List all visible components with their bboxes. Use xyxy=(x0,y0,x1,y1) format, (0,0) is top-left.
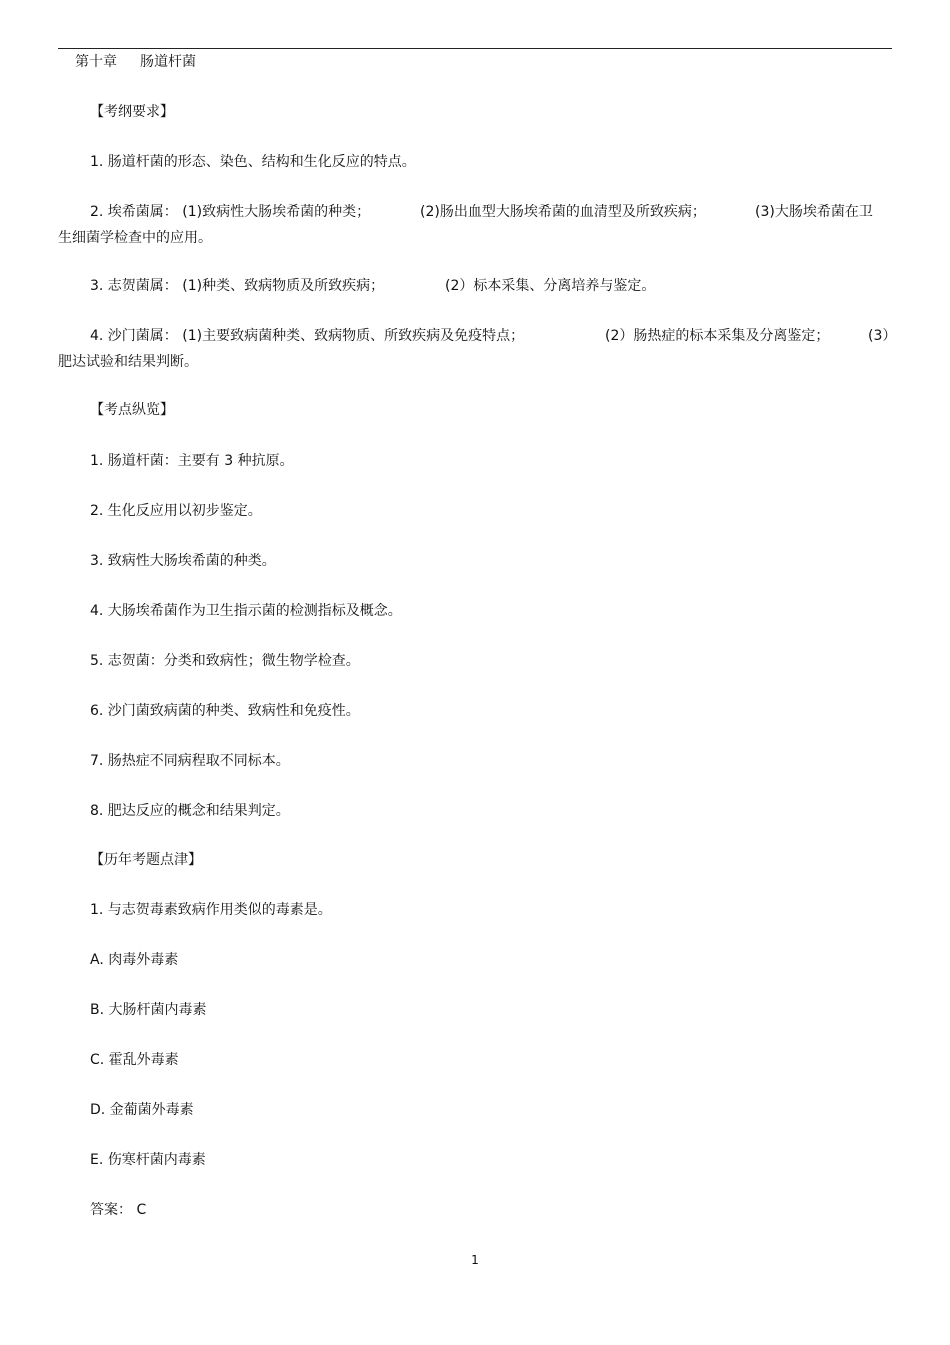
overview-heading: 【考点纵览】 xyxy=(90,402,174,418)
overview-item-4: 4. 大肠埃希菌作为卫生指示菌的检测指标及概念。 xyxy=(90,603,402,619)
requirement-item-2-part-a: 2. 埃希菌属： (1)致病性大肠埃希菌的种类； xyxy=(90,204,371,220)
overview-item-3: 3. 致病性大肠埃希菌的种类。 xyxy=(90,553,276,569)
requirement-item-1: 1. 肠道杆菌的形态、染色、结构和生化反应的特点。 xyxy=(90,154,416,170)
requirement-item-4-part-a: 4. 沙门菌属： (1)主要致病菌种类、致病物质、所致疾病及免疫特点； xyxy=(90,328,525,344)
overview-item-8: 8. 肥达反应的概念和结果判定。 xyxy=(90,803,290,819)
overview-item-6: 6. 沙门菌致病菌的种类、致病性和免疫性。 xyxy=(90,703,360,719)
header-rule xyxy=(58,48,892,49)
requirement-item-4-line-2: 肥达试验和结果判断。 xyxy=(58,354,198,370)
answer: 答案： C xyxy=(90,1202,147,1218)
overview-item-5: 5. 志贺菌：分类和致病性；微生物学检查。 xyxy=(90,653,360,669)
requirement-item-2-part-b: (2)肠出血型大肠埃希菌的血清型及所致疾病； xyxy=(420,204,706,220)
overview-item-2: 2. 生化反应用以初步鉴定。 xyxy=(90,503,262,519)
option-d: D. 金葡菌外毒素 xyxy=(90,1102,194,1118)
overview-item-1: 1. 肠道杆菌：主要有 3 种抗原。 xyxy=(90,453,294,469)
chapter-title: 肠道杆菌 xyxy=(140,54,196,70)
chapter-number: 第十章 xyxy=(75,54,117,70)
past-questions-heading: 【历年考题点津】 xyxy=(90,852,202,868)
overview-item-7: 7. 肠热症不同病程取不同标本。 xyxy=(90,753,290,769)
requirement-item-4-part-c: (3） xyxy=(868,328,897,344)
requirement-item-4-part-b: (2）肠热症的标本采集及分离鉴定； xyxy=(605,328,830,344)
requirement-item-2-line-2: 生细菌学检查中的应用。 xyxy=(58,230,212,246)
option-e: E. 伤寒杆菌内毒素 xyxy=(90,1152,206,1168)
page-number: 1 xyxy=(471,1253,479,1267)
option-a: A. 肉毒外毒素 xyxy=(90,952,179,968)
option-b: B. 大肠杆菌内毒素 xyxy=(90,1002,207,1018)
requirements-heading: 【考纲要求】 xyxy=(90,104,174,120)
option-c: C. 霍乱外毒素 xyxy=(90,1052,179,1068)
requirement-item-3-part-a: 3. 志贺菌属： (1)种类、致病物质及所致疾病； xyxy=(90,278,385,294)
requirement-item-3-part-b: (2）标本采集、分离培养与鉴定。 xyxy=(445,278,656,294)
requirement-item-2-part-c: (3)大肠埃希菌在卫 xyxy=(755,204,873,220)
question-1: 1. 与志贺毒素致病作用类似的毒素是。 xyxy=(90,902,332,918)
